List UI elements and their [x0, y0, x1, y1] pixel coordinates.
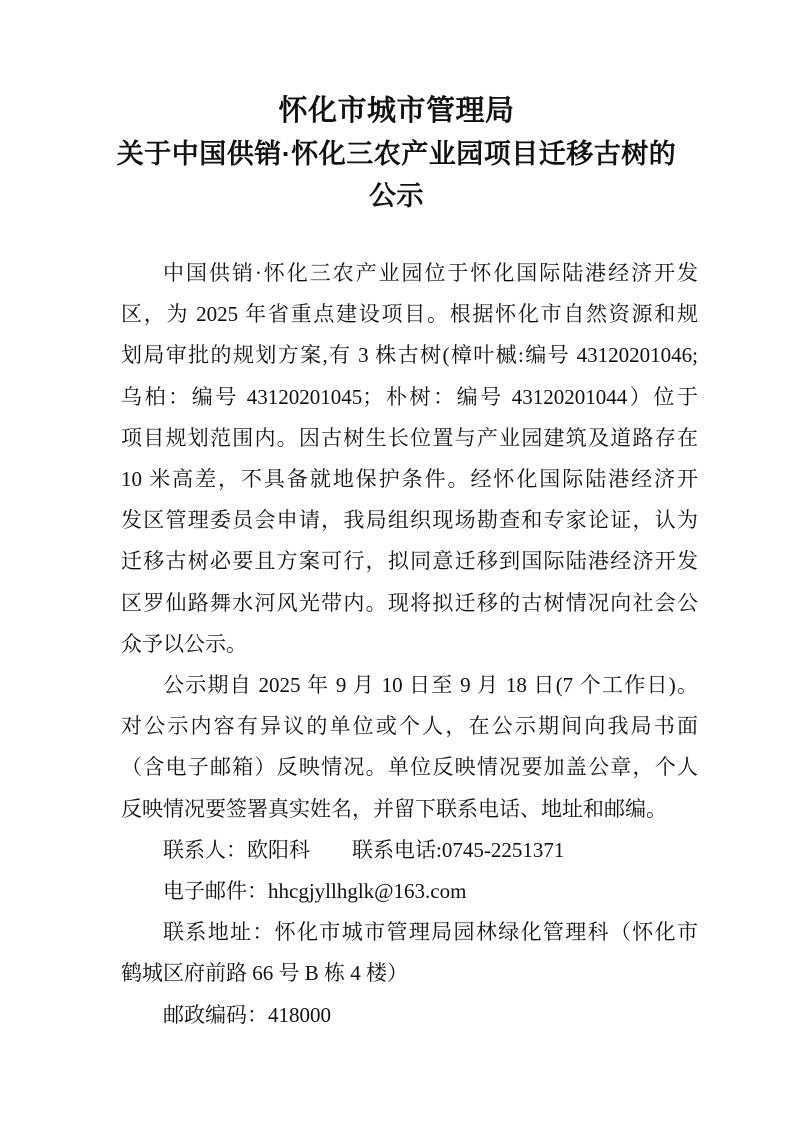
- body-text-line: 乌柏：编号 43120201045；朴树：编号 43120201044）位于: [121, 384, 698, 409]
- body-text-line: 区，为 2025 年省重点建设项目。根据怀化市自然资源和规: [121, 302, 698, 327]
- body-text-line: 联系人：欧阳科 联系电话:0745-2251371: [163, 837, 565, 862]
- body-text-line: 公示期自 2025 年 9 月 10 日至 9 月 18 日(7 个工作日)。: [163, 673, 698, 698]
- body-text-line: 迁移古树必要且方案可行，拟同意迁移到国际陆港经济开发: [121, 549, 698, 574]
- body-text-line: 对公示内容有异议的单位或个人，在公示期间向我局书面: [121, 714, 698, 739]
- document-body: [121, 253, 698, 1036]
- body-text-line: 鹤城区府前路 66 号 B 栋 4 楼）: [121, 961, 409, 986]
- body-text-line: 众予以公示。: [121, 631, 247, 656]
- body-text-line: 电子邮件：hhcgjyllhglk@163.com: [163, 879, 467, 904]
- body-text-line: 10 米高差，不具备就地保护条件。经怀化国际陆港经济开: [121, 467, 698, 492]
- document-subject-title-line-2: 公示: [369, 181, 424, 211]
- document-subject-title-line-1: 关于中国供销·怀化三农产业园项目迁移古树的: [116, 139, 677, 169]
- document-title-block: [0, 0, 793, 217]
- body-text-line: 区罗仙路舞水河风光带内。现将拟迁移的古树情况向社会公: [121, 590, 698, 615]
- body-text-line: 反映情况要签署真实姓名，并留下联系电话、地址和邮编。: [121, 796, 667, 821]
- body-text-line: 中国供销·怀化三农产业园位于怀化国际陆港经济开发: [163, 261, 698, 285]
- body-text-line: 项目规划范围内。因古树生长位置与产业园建筑及道路存在: [121, 425, 698, 450]
- document-org-title: 怀化市城市管理局: [278, 95, 515, 127]
- body-text-line: 邮政编码：418000: [163, 1002, 331, 1027]
- body-text-line: 发区管理委员会申请，我局组织现场勘查和专家论证，认为: [121, 508, 698, 533]
- body-text-line: （含电子邮箱）反映情况。单位反映情况要加盖公章，个人: [121, 755, 698, 780]
- body-text-line: 联系地址：怀化市城市管理局园林绿化管理科（怀化市: [163, 920, 698, 945]
- body-text-line: 划局审批的规划方案,有 3 株古树(樟叶槭:编号 43120201046;: [121, 343, 698, 368]
